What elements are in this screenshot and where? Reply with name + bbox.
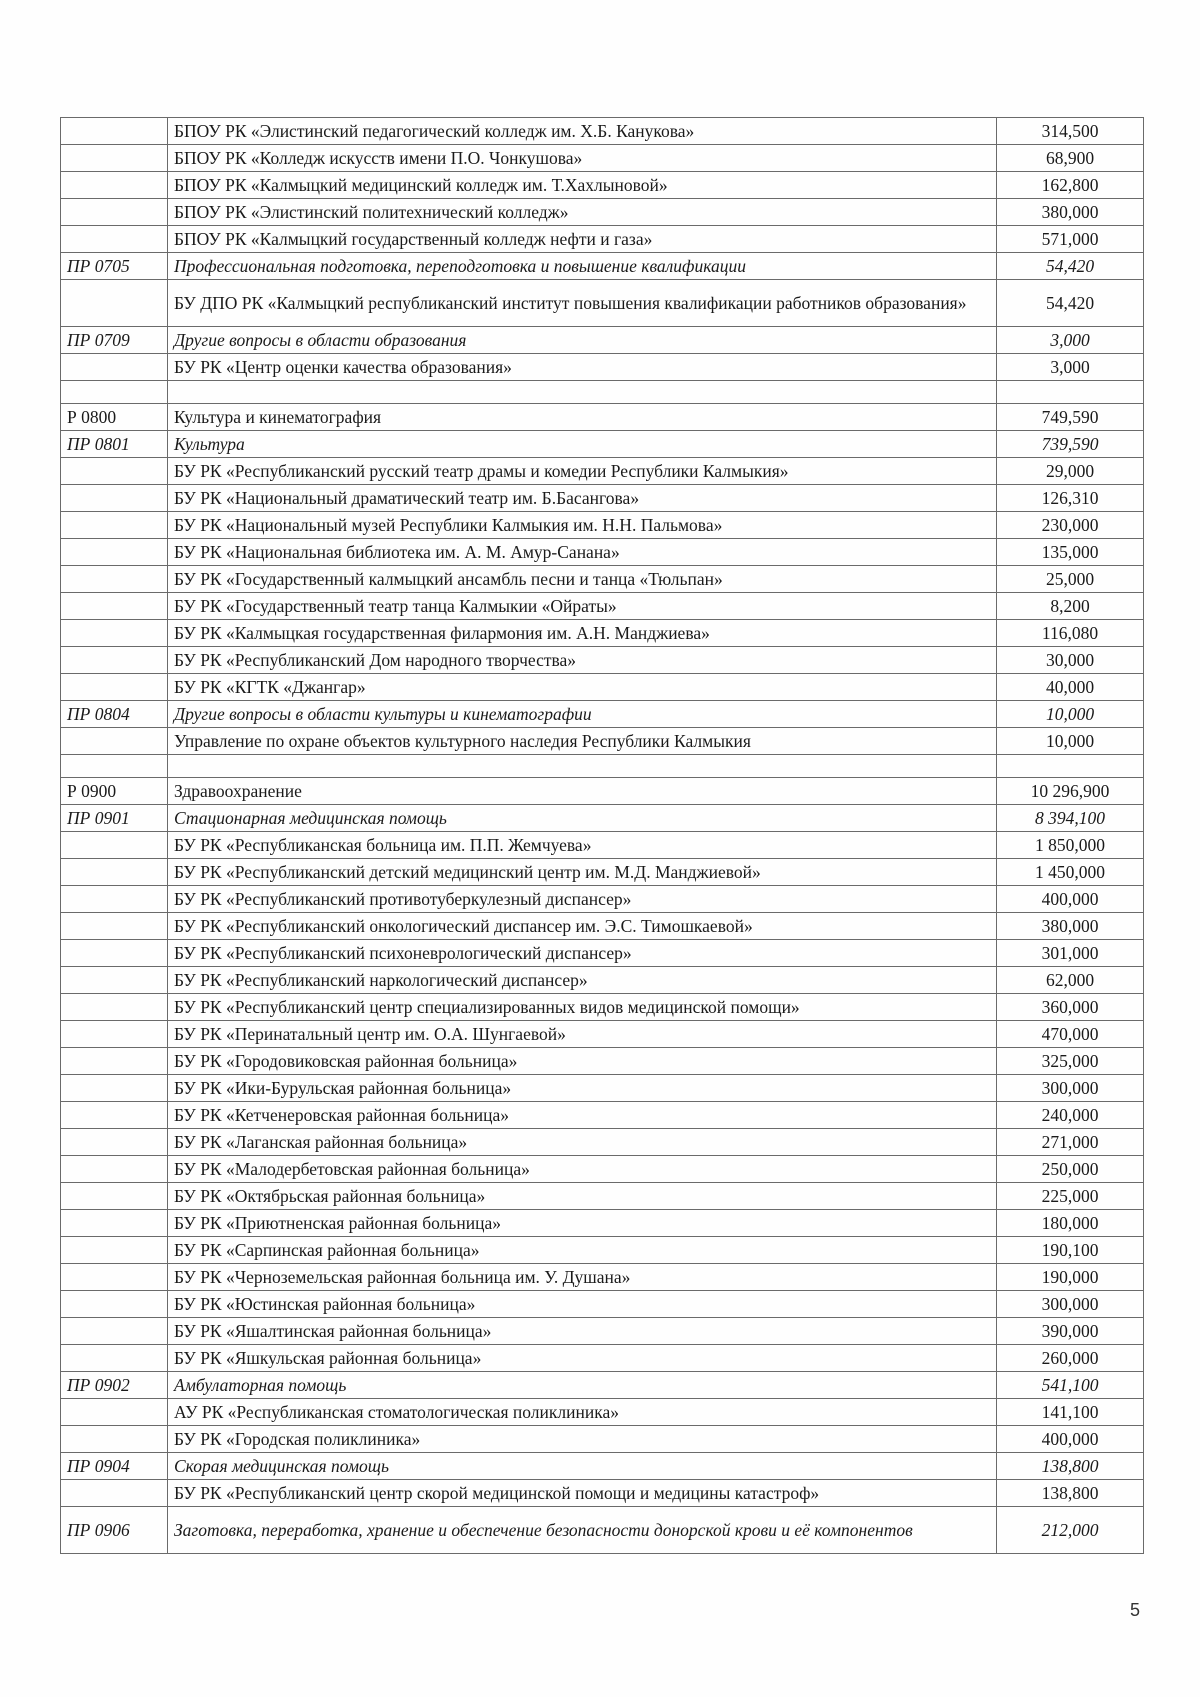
name-cell: Профессиональная подготовка, переподготовка и повышение квалификации — [168, 253, 997, 280]
name-cell: БУ РК «Республиканский русский театр драмы и комедии Республики Калмыкия» — [168, 458, 997, 485]
code-cell — [61, 620, 168, 647]
code-cell — [61, 859, 168, 886]
code-cell — [61, 485, 168, 512]
code-cell — [61, 539, 168, 566]
amount-cell: 325,000 — [997, 1048, 1144, 1075]
code-cell — [61, 755, 168, 778]
subsection-row — [61, 327, 1144, 354]
table-row — [61, 913, 1144, 940]
name-cell: БУ РК «Калмыцкая государственная филармония им. А.Н. Манджиева» — [168, 620, 997, 647]
amount-cell — [997, 381, 1144, 404]
name-cell: БУ РК «Кетченеровская районная больница» — [168, 1102, 997, 1129]
code-cell — [61, 1399, 168, 1426]
code-cell — [61, 967, 168, 994]
amount-cell: 400,000 — [997, 886, 1144, 913]
amount-cell: 749,590 — [997, 404, 1144, 431]
name-cell: Другие вопросы в области культуры и кинематографии — [168, 701, 997, 728]
code-cell — [61, 199, 168, 226]
amount-cell: 135,000 — [997, 539, 1144, 566]
code-cell: ПР 0801 — [61, 431, 168, 458]
name-cell: БУ РК «Республиканский детский медицинский центр им. М.Д. Манджиевой» — [168, 859, 997, 886]
name-cell: Культура — [168, 431, 997, 458]
table-row — [61, 280, 1144, 327]
amount-cell: 3,000 — [997, 327, 1144, 354]
table-row — [61, 1102, 1144, 1129]
name-cell — [168, 381, 997, 404]
amount-cell: 126,310 — [997, 485, 1144, 512]
amount-cell: 250,000 — [997, 1156, 1144, 1183]
amount-cell: 25,000 — [997, 566, 1144, 593]
code-cell: Р 0800 — [61, 404, 168, 431]
code-cell: ПР 0901 — [61, 805, 168, 832]
name-cell: БУ РК «Городовиковская районная больница» — [168, 1048, 997, 1075]
code-cell — [61, 512, 168, 539]
table-row — [61, 512, 1144, 539]
code-cell: Р 0900 — [61, 778, 168, 805]
subsection-row — [61, 431, 1144, 458]
amount-cell: 138,800 — [997, 1453, 1144, 1480]
name-cell: БУ РК «Республиканский противотуберкулезный диспансер» — [168, 886, 997, 913]
amount-cell: 141,100 — [997, 1399, 1144, 1426]
table-row — [61, 172, 1144, 199]
amount-cell: 54,420 — [997, 253, 1144, 280]
section-row — [61, 404, 1144, 431]
table-row — [61, 994, 1144, 1021]
table-row — [61, 145, 1144, 172]
table-row — [61, 226, 1144, 253]
table-row — [61, 593, 1144, 620]
subsection-row — [61, 701, 1144, 728]
name-cell: Стационарная медицинская помощь — [168, 805, 997, 832]
amount-cell: 190,100 — [997, 1237, 1144, 1264]
code-cell — [61, 226, 168, 253]
name-cell: БУ РК «Национальная библиотека им. А. М. Амур-Санана» — [168, 539, 997, 566]
name-cell: БУ РК «Ики-Бурульская районная больница» — [168, 1075, 997, 1102]
table-row — [61, 620, 1144, 647]
table-row — [61, 647, 1144, 674]
code-cell: ПР 0902 — [61, 1372, 168, 1399]
code-cell — [61, 832, 168, 859]
subsection-row — [61, 1453, 1144, 1480]
table-row — [61, 728, 1144, 755]
budget-table — [60, 117, 1144, 1554]
table-row — [61, 1210, 1144, 1237]
name-cell: БУ РК «Перинатальный центр им. О.А. Шунгаевой» — [168, 1021, 997, 1048]
table-row — [61, 566, 1144, 593]
name-cell: БУ РК «Приютненская районная больница» — [168, 1210, 997, 1237]
amount-cell: 271,000 — [997, 1129, 1144, 1156]
code-cell — [61, 1156, 168, 1183]
amount-cell: 470,000 — [997, 1021, 1144, 1048]
name-cell: БУ РК «КГТК «Джангар» — [168, 674, 997, 701]
amount-cell: 571,000 — [997, 226, 1144, 253]
amount-cell: 3,000 — [997, 354, 1144, 381]
table-row — [61, 1156, 1144, 1183]
code-cell — [61, 1264, 168, 1291]
amount-cell: 314,500 — [997, 118, 1144, 145]
name-cell: Амбулаторная помощь — [168, 1372, 997, 1399]
code-cell — [61, 1345, 168, 1372]
code-cell — [61, 1102, 168, 1129]
code-cell — [61, 1318, 168, 1345]
code-cell — [61, 1210, 168, 1237]
amount-cell: 380,000 — [997, 913, 1144, 940]
amount-cell: 62,000 — [997, 967, 1144, 994]
code-cell — [61, 728, 168, 755]
amount-cell: 40,000 — [997, 674, 1144, 701]
table-row — [61, 1345, 1144, 1372]
name-cell: БУ РК «Октябрьская районная больница» — [168, 1183, 997, 1210]
amount-cell — [997, 755, 1144, 778]
table-row — [61, 832, 1144, 859]
spacer-row — [61, 755, 1144, 778]
name-cell: БУ РК «Республиканский психоневрологический диспансер» — [168, 940, 997, 967]
name-cell: БУ РК «Черноземельская районная больница им. У. Душана» — [168, 1264, 997, 1291]
amount-cell: 116,080 — [997, 620, 1144, 647]
code-cell: ПР 0709 — [61, 327, 168, 354]
code-cell — [61, 118, 168, 145]
amount-cell: 54,420 — [997, 280, 1144, 327]
code-cell — [61, 280, 168, 327]
amount-cell: 162,800 — [997, 172, 1144, 199]
code-cell — [61, 458, 168, 485]
name-cell: БУ РК «Государственный театр танца Калмыкии «Ойраты» — [168, 593, 997, 620]
name-cell: БПОУ РК «Элистинский педагогический колледж им. Х.Б. Канукова» — [168, 118, 997, 145]
code-cell — [61, 674, 168, 701]
table-row — [61, 1183, 1144, 1210]
table-row — [61, 1075, 1144, 1102]
code-cell: ПР 0705 — [61, 253, 168, 280]
amount-cell: 225,000 — [997, 1183, 1144, 1210]
amount-cell: 230,000 — [997, 512, 1144, 539]
amount-cell: 68,900 — [997, 145, 1144, 172]
amount-cell: 739,590 — [997, 431, 1144, 458]
name-cell: БУ РК «Республиканский онкологический диспансер им. Э.С. Тимошкаевой» — [168, 913, 997, 940]
code-cell — [61, 1480, 168, 1507]
name-cell: БУ РК «Малодербетовская районная больница» — [168, 1156, 997, 1183]
name-cell: Скорая медицинская помощь — [168, 1453, 997, 1480]
table-row — [61, 1048, 1144, 1075]
amount-cell: 380,000 — [997, 199, 1144, 226]
amount-cell: 390,000 — [997, 1318, 1144, 1345]
name-cell: БПОУ РК «Колледж искусств имени П.О. Чонкушова» — [168, 145, 997, 172]
amount-cell: 300,000 — [997, 1075, 1144, 1102]
name-cell: БУ РК «Республиканский Дом народного творчества» — [168, 647, 997, 674]
code-cell — [61, 1129, 168, 1156]
amount-cell: 301,000 — [997, 940, 1144, 967]
code-cell — [61, 1291, 168, 1318]
spacer-row — [61, 381, 1144, 404]
amount-cell: 10 296,900 — [997, 778, 1144, 805]
table-row — [61, 967, 1144, 994]
name-cell: БУ РК «Лаганская районная больница» — [168, 1129, 997, 1156]
code-cell — [61, 354, 168, 381]
amount-cell: 8 394,100 — [997, 805, 1144, 832]
table-row — [61, 859, 1144, 886]
subsection-row — [61, 805, 1144, 832]
code-cell — [61, 994, 168, 1021]
code-cell — [61, 566, 168, 593]
name-cell: БУ РК «Центр оценки качества образования» — [168, 354, 997, 381]
table-row — [61, 1480, 1144, 1507]
code-cell: ПР 0804 — [61, 701, 168, 728]
amount-cell: 541,100 — [997, 1372, 1144, 1399]
table-row — [61, 1399, 1144, 1426]
amount-cell: 260,000 — [997, 1345, 1144, 1372]
table-row — [61, 1237, 1144, 1264]
name-cell: Управление по охране объектов культурного наследия Республики Калмыкия — [168, 728, 997, 755]
subsection-row — [61, 1372, 1144, 1399]
name-cell: БУ РК «Сарпинская районная больница» — [168, 1237, 997, 1264]
name-cell: БУ ДПО РК «Калмыцкий республиканский институт повышения квалификации работников образования» — [168, 280, 997, 327]
code-cell — [61, 1075, 168, 1102]
amount-cell: 180,000 — [997, 1210, 1144, 1237]
amount-cell: 30,000 — [997, 647, 1144, 674]
name-cell: БУ РК «Яшалтинская районная больница» — [168, 1318, 997, 1345]
table-row — [61, 1129, 1144, 1156]
name-cell: АУ РК «Республиканская стоматологическая поликлиника» — [168, 1399, 997, 1426]
table-row — [61, 1264, 1144, 1291]
name-cell: БУ РК «Национальный музей Республики Калмыкия им. Н.Н. Пальмова» — [168, 512, 997, 539]
code-cell — [61, 1426, 168, 1453]
code-cell — [61, 1021, 168, 1048]
code-cell — [61, 593, 168, 620]
code-cell: ПР 0906 — [61, 1507, 168, 1554]
page-number: 5 — [1129, 1600, 1140, 1620]
budget-table-body — [61, 118, 1144, 1554]
name-cell: БУ РК «Республиканская больница им. П.П. Жемчуева» — [168, 832, 997, 859]
amount-cell: 29,000 — [997, 458, 1144, 485]
table-row — [61, 539, 1144, 566]
name-cell: Другие вопросы в области образования — [168, 327, 997, 354]
table-row — [61, 940, 1144, 967]
amount-cell: 10,000 — [997, 728, 1144, 755]
section-row — [61, 778, 1144, 805]
code-cell — [61, 1237, 168, 1264]
amount-cell: 400,000 — [997, 1426, 1144, 1453]
table-row — [61, 1021, 1144, 1048]
name-cell: Культура и кинематография — [168, 404, 997, 431]
amount-cell: 190,000 — [997, 1264, 1144, 1291]
table-row — [61, 1426, 1144, 1453]
amount-cell: 1 450,000 — [997, 859, 1144, 886]
amount-cell: 138,800 — [997, 1480, 1144, 1507]
amount-cell: 300,000 — [997, 1291, 1144, 1318]
table-row — [61, 118, 1144, 145]
code-cell — [61, 940, 168, 967]
name-cell: БУ РК «Государственный калмыцкий ансамбль песни и танца «Тюльпан» — [168, 566, 997, 593]
table-row — [61, 458, 1144, 485]
name-cell: БУ РК «Республиканский наркологический диспансер» — [168, 967, 997, 994]
name-cell — [168, 755, 997, 778]
code-cell — [61, 913, 168, 940]
name-cell: БПОУ РК «Элистинский политехнический колледж» — [168, 199, 997, 226]
table-row — [61, 1291, 1144, 1318]
amount-cell: 1 850,000 — [997, 832, 1144, 859]
name-cell: БПОУ РК «Калмыцкий медицинский колледж им. Т.Хахлыновой» — [168, 172, 997, 199]
code-cell — [61, 145, 168, 172]
name-cell: Заготовка, переработка, хранение и обеспечение безопасности донорской крови и её компонентов — [168, 1507, 997, 1554]
code-cell — [61, 381, 168, 404]
code-cell — [61, 647, 168, 674]
table-row — [61, 199, 1144, 226]
name-cell: БУ РК «Республиканский центр специализированных видов медицинской помощи» — [168, 994, 997, 1021]
amount-cell: 10,000 — [997, 701, 1144, 728]
table-row — [61, 674, 1144, 701]
table-row — [61, 485, 1144, 512]
amount-cell: 240,000 — [997, 1102, 1144, 1129]
amount-cell: 8,200 — [997, 593, 1144, 620]
name-cell: БУ РК «Городская поликлиника» — [168, 1426, 997, 1453]
table-row — [61, 354, 1144, 381]
amount-cell: 212,000 — [997, 1507, 1144, 1554]
subsection-row — [61, 1507, 1144, 1554]
code-cell — [61, 1183, 168, 1210]
code-cell — [61, 172, 168, 199]
name-cell: БУ РК «Яшкульская районная больница» — [168, 1345, 997, 1372]
name-cell: БУ РК «Национальный драматический театр им. Б.Басангова» — [168, 485, 997, 512]
subsection-row — [61, 253, 1144, 280]
name-cell: БУ РК «Республиканский центр скорой медицинской помощи и медицины катастроф» — [168, 1480, 997, 1507]
amount-cell: 360,000 — [997, 994, 1144, 1021]
table-row — [61, 886, 1144, 913]
code-cell — [61, 886, 168, 913]
code-cell: ПР 0904 — [61, 1453, 168, 1480]
name-cell: БУ РК «Юстинская районная больница» — [168, 1291, 997, 1318]
table-row — [61, 1318, 1144, 1345]
name-cell: Здравоохранение — [168, 778, 997, 805]
code-cell — [61, 1048, 168, 1075]
name-cell: БПОУ РК «Калмыцкий государственный колледж нефти и газа» — [168, 226, 997, 253]
